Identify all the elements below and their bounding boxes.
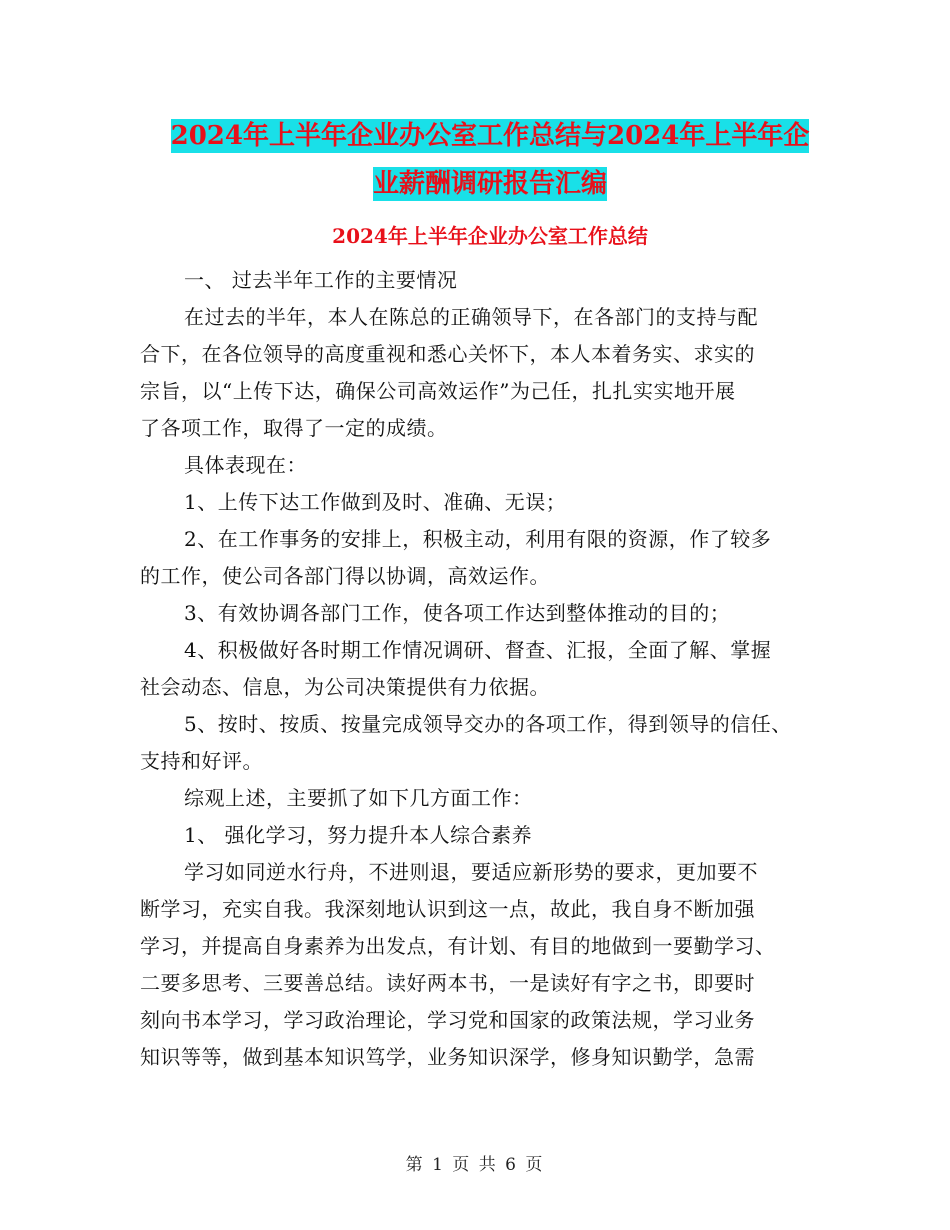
body-line: 社会动态、信息，为公司决策提供有力依据。	[140, 675, 550, 699]
body-line: 综观上述，主要抓了如下几方面工作：	[184, 786, 533, 810]
body-line: 2、在工作事务的安排上，积极主动，利用有限的资源，作了较多	[184, 527, 772, 551]
body-line: 知识等等，做到基本知识笃学，业务知识深学，修身知识勤学，急需	[140, 1045, 755, 1069]
document-title-line2: 业薪酬调研报告汇编	[372, 169, 607, 199]
body-line: 断学习，充实自我。我深刻地认识到这一点，故此，我自身不断加强	[140, 897, 755, 921]
body-line: 1、 强化学习，努力提升本人综合素养	[184, 823, 533, 847]
page-footer: 第 1 页 共 6 页	[405, 1155, 545, 1175]
body-line: 1、上传下达工作做到及时、准确、无误；	[184, 490, 567, 514]
body-line: 的工作，使公司各部门得以协调，高效运作。	[140, 564, 550, 588]
body-line: 了各项工作，取得了一定的成绩。	[140, 416, 448, 440]
body-line: 二要多思考、三要善总结。读好两本书，一是读好有字之书，即要时	[140, 971, 755, 995]
body-line: 4、积极做好各时期工作情况调研、督查、汇报，全面了解、掌握	[184, 638, 772, 662]
document-title	[140, 112, 840, 208]
body-line: 合下，在各位领导的高度重视和悉心关怀下，本人本着务实、求实的	[140, 342, 755, 366]
document-body	[140, 262, 830, 1076]
body-line: 支持和好评。	[140, 749, 263, 773]
body-line: 3、有效协调各部门工作，使各项工作达到整体推动的目的；	[184, 601, 731, 625]
body-line: 5、按时、按质、按量完成领导交办的各项工作，得到领导的信任、	[184, 712, 792, 736]
body-line: 学习如同逆水行舟，不进则退，要适应新形势的要求，更加要不	[184, 860, 758, 884]
body-line: 具体表现在：	[184, 453, 307, 477]
body-line: 宗旨，以“上传下达，确保公司高效运作”为己任，扎扎实实地开展	[140, 379, 736, 403]
body-line: 刻向书本学习，学习政治理论，学习党和国家的政策法规，学习业务	[140, 1008, 755, 1032]
body-line: 学习，并提高自身素养为出发点，有计划、有目的地做到一要勤学习、	[140, 934, 776, 958]
document-title-line1: 2024年上半年企业办公室工作总结与2024年上半年企	[170, 121, 810, 151]
body-line: 一、 过去半年工作的主要情况	[184, 268, 458, 292]
section-title: 2024年上半年企业办公室工作总结	[332, 224, 648, 248]
body-line: 在过去的半年，本人在陈总的正确领导下，在各部门的支持与配	[184, 305, 758, 329]
